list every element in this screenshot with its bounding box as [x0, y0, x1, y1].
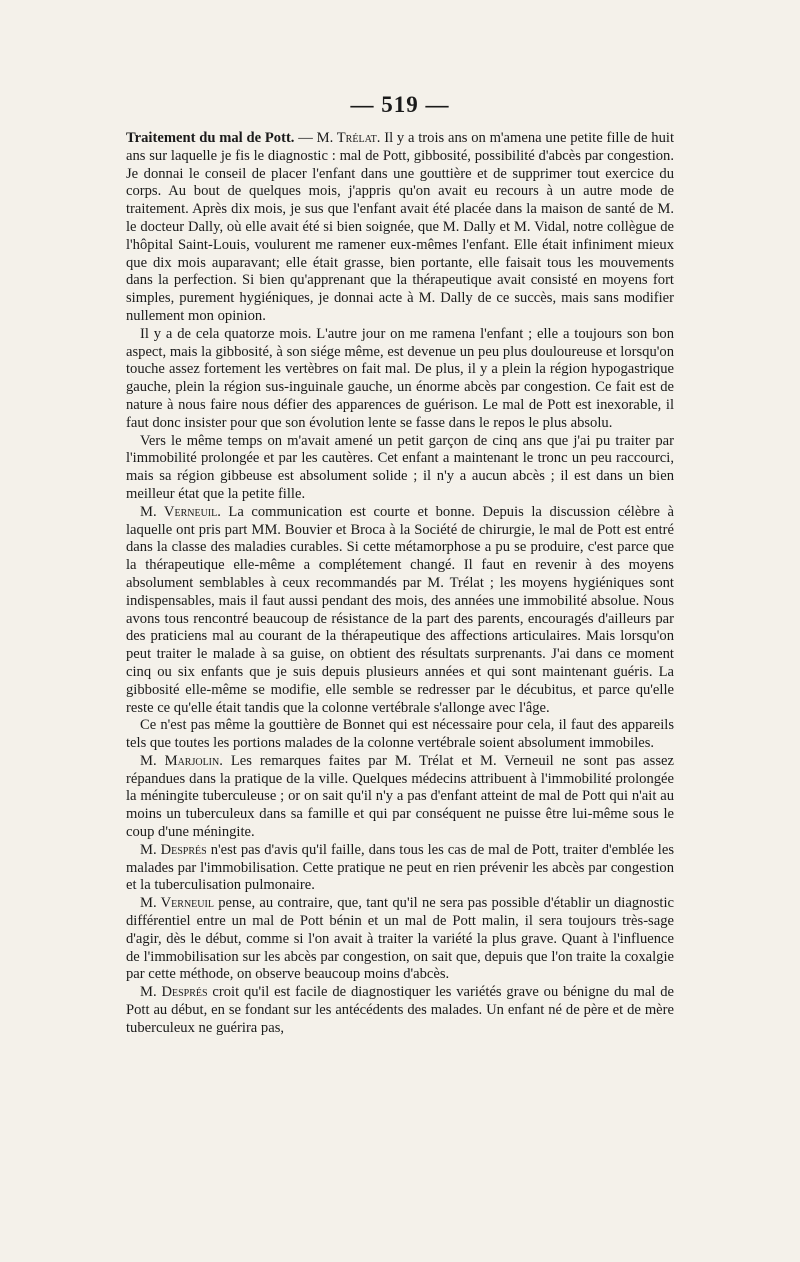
page-number: — 519 — — [350, 92, 450, 117]
document-body — [126, 130, 674, 1038]
paragraph-text: pense, au contraire, que, tant qu'il ne sera pas possible d'établir un diagnostic différentiel entre un mal de Pott bénin et un mal de Pott malin, il sera toujours très-sage d'agir, dès le début, comme si l'on avait à traiter la variété la plus grave. Quant à l'influence de l'immobilisation sur les abcès par congestion, on sait que, depuis que l'on traite la coxalgie par cette méthode, on observe beaucoup moins d'abcès. — [126, 895, 674, 983]
speaker-name: M. Trélat. — [316, 130, 381, 146]
speaker-name: M. Verneuil. — [140, 503, 221, 520]
speaker-name: M. Després — [140, 984, 208, 1001]
paragraph: Il y a de cela quatorze mois. L'autre jour on me ramena l'enfant ; elle a toujours son bon aspect, mais la gibbosité, à son siége même, est devenue un peu plus douloureuse et lorsqu'on touche assez fortement les vertèbres on fait mal. De plus, il y a plein la région hypogastrique gauche, plein la région sus-inguinale gauche, un énorme abcès par congestion. Ce fait est de nature à nous faire nous défier des apparences de guérison. Le mal de Pott est inexorable, il faut donc insister pour que son évolution lente se fasse dans le repos le plus absolu. — [126, 325, 674, 431]
speaker-name: M. Marjolin. — [140, 752, 223, 769]
speaker-name: M. Verneuil — [140, 895, 214, 912]
paragraph — [126, 984, 674, 1037]
paragraph-text: Il y a trois ans on m'amena une petite fille de huit ans sur laquelle je fis le diagnostic : mal de Pott, gibbosité, possibilité d'abcès par congestion. Je donnai le conseil de placer l'enfant dans une gouttière et de supprimer tout exercice du corps. Au bout de quelques mois, j'appris qu'on avait eu recours à un autre mode de traitement. Après dix mois, je sus que l'enfant avait été placée dans la maison de santé de M. le docteur Dally, où elle avait été si bien soignée, que M. Dally et M. Vidal, notre collègue de l'hôpital Saint-Louis, voulurent me ramener eux-mêmes l'enfant. Elle était infiniment mieux que dix mois auparavant; elle était grasse, bien portante, elle faisait tous les mouvements dans la perfection. Si bien qu'apprenant que la thérapeutique avait consisté en moyens fort simples, purement hygiéniques, je donnai acte à M. Dally de ce succès, mais sans modifier nullement mon opinion. — [126, 130, 674, 324]
section-heading: Traitement du mal de Pott. — [126, 130, 295, 146]
paragraph: Vers le même temps on m'avait amené un petit garçon de cinq ans que j'ai pu traiter par l'immobilité prolongée et par les cautères. Cet enfant a maintenant le tronc un peu raccourci, mais sa région gibbeuse est absolument solide ; il n'y a aucun abcès ; il est dans un bien meilleur état que la petite fille. — [126, 432, 674, 502]
paragraph-text: n'est pas d'avis qu'il faille, dans tous les cas de mal de Pott, traiter d'emblée les malades par l'immobilisation. Cette pratique ne peut en rien prévenir les abcès par congestion et la tuberculisation pulmonaire. — [126, 841, 674, 894]
paragraph — [126, 842, 674, 895]
paragraph — [126, 504, 674, 718]
speaker-name: M. Després — [140, 841, 207, 858]
paragraph-text: croit qu'il est facile de diagnostiquer les variétés grave ou bénigne du mal de Pott au début, en se fondant sur les antécédents des malades. Un enfant né de père et de mère tuberculeux ne guérira pas, — [126, 984, 674, 1036]
paragraph-text: Les remarques faites par M. Trélat et M. Verneuil ne sont pas assez répandues dans la pratique de la ville. Quelques médecins attribuent à l'immobilité prolongée la méningite tuberculeuse ; or on sait qu'il n'y a pas d'enfant atteint de mal de Pott qui n'ait au moins un tuberculeux dans sa famille et qui par conséquent ne puisse être lui-même sous le coup d'une méningite. — [126, 752, 674, 841]
paragraph-text: La communication est courte et bonne. Depuis la discussion célèbre à laquelle ont pris part MM. Bouvier et Broca à la Société de chirurgie, le mal de Pott est entré dans la classe des maladies curables. Si cette métamorphose a pu se produire, c'est parce que la thérapeutique elle-même a complétement changé. Il faut en revenir à des moyens absolument semblables à ceux recommandés par M. Trélat ; les moyens hygiéniques sont indispensables, mais il faut aussi pendant des mois, des années une immobilité absolue. Nous avons tous rencontré beaucoup de résistance de la part des parents, encouragés d'ailleurs par des praticiens mal au courant de la thérapeutique des affections articulaires. Mais lorsqu'on peut traiter le malade à sa guise, on obtient des résultats surprenants. J'ai dans ce moment cinq ou six enfants que je suis depuis plusieurs années et qui sont maintenant guéris. La gibbosité elle-même se modifie, elle semble se redresser par le décubitus, et parce qu'elle reste ce qu'elle était tandis que la colonne vertébrale s'allonge avec l'âge. — [126, 503, 674, 716]
paragraph — [126, 895, 674, 984]
paragraph — [126, 753, 674, 842]
paragraph: Traitement du mal de Pott. — M. Trélat. Il y a trois ans on m'amena une petite fille de huit ans sur laquelle je fis le diagnostic : mal de Pott, gibbosité, possibilité d'abcès par congestion. Je donnai le conseil de placer l'enfant dans une gouttière et de supprimer tout exercice du corps. Au bout de quelques mois, j'appris qu'on avait eu recours à un autre mode de traitement. Après dix mois, je sus que l'enfant avait été placée dans la maison de santé de M. le docteur Dally, où elle avait été si bien soignée, que M. Dally et M. Vidal, notre collègue de l'hôpital Saint-Louis, voulurent me ramener eux-mêmes l'enfant. Elle était infiniment mieux que dix mois auparavant; elle était grasse, bien portante, elle faisait tous les mouvements dans la perfection. Si bien qu'apprenant que la thérapeutique avait consisté en moyens fort simples, purement hygiéniques, je donnai acte à M. Dally de ce succès, mais sans modifier nullement mon opinion. — [126, 130, 674, 324]
paragraph: Ce n'est pas même la gouttière de Bonnet qui est nécessaire pour cela, il faut des appareils tels que toutes les portions malades de la colonne vertébrale soient absolument immobiles. — [126, 717, 674, 752]
